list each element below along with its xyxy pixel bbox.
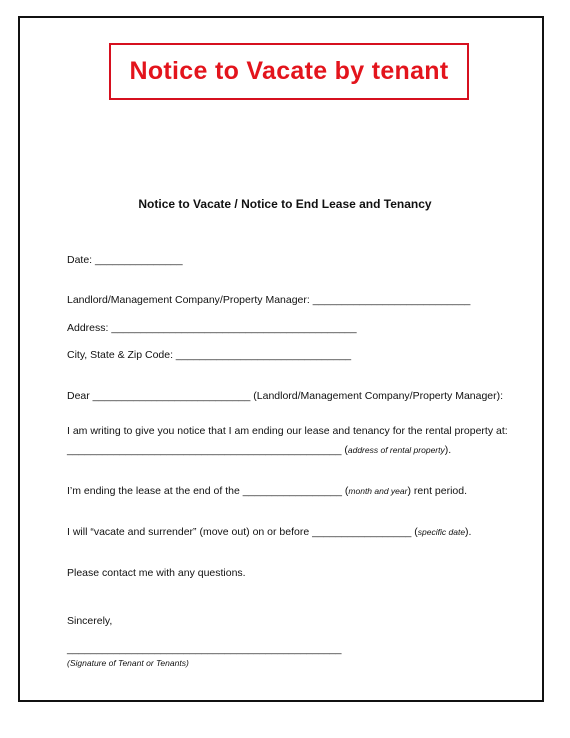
vacate-hint: specific date xyxy=(417,527,466,537)
signature-label-text: Signature of Tenant or Tenants xyxy=(69,658,186,668)
vacate-rest: ). xyxy=(465,526,472,538)
property-address-end: ). xyxy=(444,444,452,456)
property-address-blank: _______________________________________________ ( xyxy=(67,444,348,456)
salutation-line: Dear ___________________________ (Landlord/Management Company/Property Manager): xyxy=(67,390,504,402)
lease-end-rest: ) rent period. xyxy=(407,485,468,497)
signature-label-close: ) xyxy=(185,658,189,668)
property-address-hint: address of rental property xyxy=(347,445,445,455)
notice-sentence: I am writing to give you notice that I am ending our lease and tenancy for the rental property at: xyxy=(67,425,508,437)
document-title: Notice to Vacate / Notice to End Lease and Tenancy xyxy=(138,197,432,211)
closing-line: Sincerely, xyxy=(67,615,113,627)
banner-title: Notice to Vacate by tenant xyxy=(129,57,449,85)
signature-label xyxy=(67,657,189,669)
date-line: Date: _______________ xyxy=(67,254,183,266)
city-state-zip-line: City, State & Zip Code: ______________________________ xyxy=(67,349,352,361)
vacate-text: I will “vacate and surrender” (move out) on or before _________________ ( xyxy=(67,526,418,538)
lease-end-text: I’m ending the lease at the end of the _________________ ( xyxy=(67,485,349,497)
vacate-line xyxy=(67,526,471,538)
signature-blank: _______________________________________________ xyxy=(67,643,342,655)
title-banner xyxy=(109,43,469,100)
lease-end-line xyxy=(67,485,467,497)
signature-label-open: ( xyxy=(67,658,70,668)
contact-line: Please contact me with any questions. xyxy=(67,567,246,579)
address-line: Address: __________________________________________ xyxy=(67,322,357,334)
lease-end-hint: month and year xyxy=(348,486,408,496)
property-address-line xyxy=(67,444,451,456)
landlord-line: Landlord/Management Company/Property Manager: ___________________________ xyxy=(67,294,471,306)
